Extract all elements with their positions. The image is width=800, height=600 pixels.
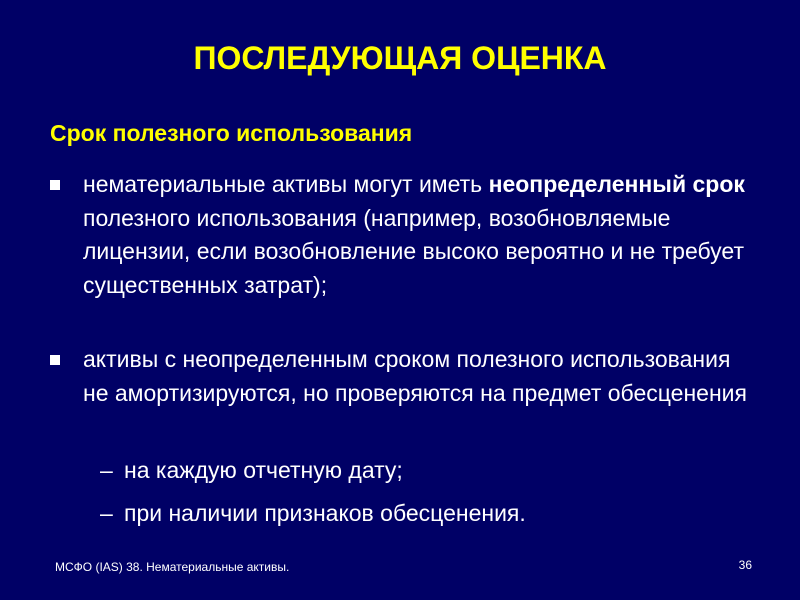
sub-bullet-text: при наличии признаков обесценения. — [124, 500, 526, 526]
sub-bullet-item — [100, 497, 526, 530]
dash-bullet-icon: – — [100, 500, 113, 526]
bullet-text-emphasis: неопределенный срок — [488, 171, 745, 197]
square-bullet-icon — [50, 180, 60, 190]
sub-bullet-text: на каждую отчетную дату; — [124, 457, 403, 483]
bullet-text-start: нематериальные активы могут иметь — [83, 171, 489, 197]
footer-caption: МСФО (IAS) 38. Нематериальные активы. — [55, 560, 290, 574]
sub-bullet-item — [100, 454, 403, 487]
bullet-item — [50, 343, 750, 410]
dash-bullet-icon: – — [100, 457, 113, 483]
bullet-item — [50, 168, 750, 302]
square-bullet-icon — [50, 355, 60, 365]
slide-subtitle: Срок полезного использования — [50, 120, 413, 146]
page-number: 36 — [738, 558, 752, 572]
bullet-text-end: полезного использования (например, возобновляемые лицензии, если возобновление высоко вероятно и не требует существенных затрат); — [83, 204, 744, 298]
bullet-text — [83, 168, 750, 302]
bullet-text: активы с неопределенным сроком полезного использования не амортизируются, но проверяются на предмет обесценения — [83, 346, 747, 406]
slide-title: ПОСЛЕДУЮЩАЯ ОЦЕНКА — [193, 40, 607, 76]
